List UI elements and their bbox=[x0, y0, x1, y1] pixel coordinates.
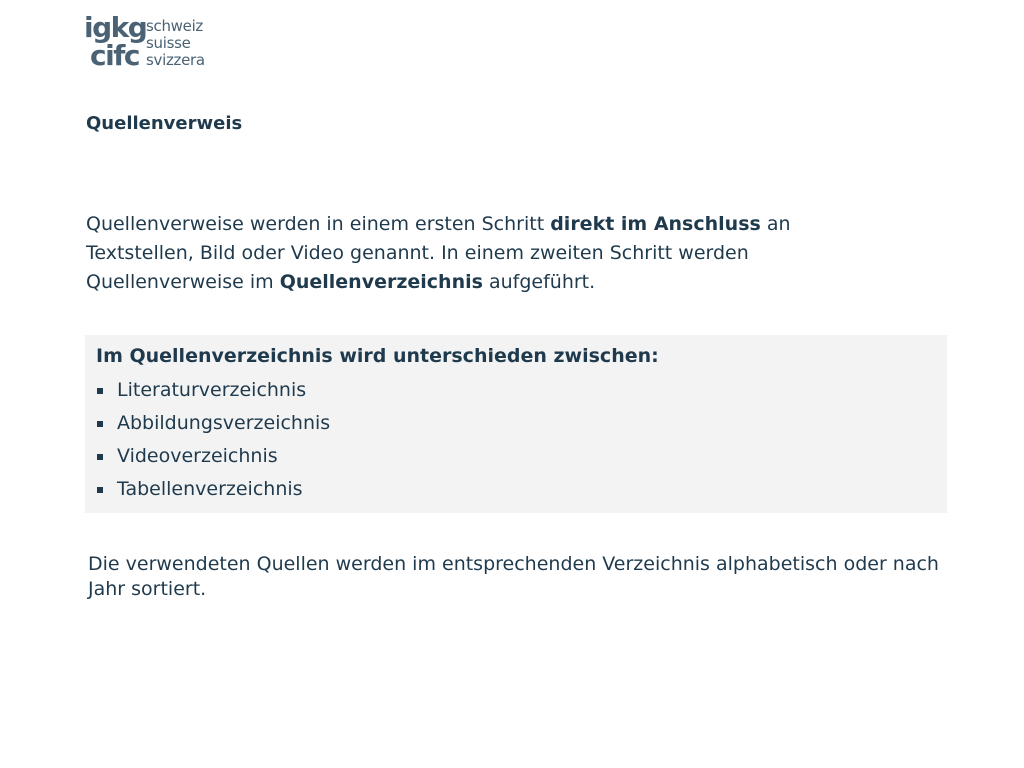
list-item bbox=[96, 409, 330, 442]
intro-text-2: an Textstellen, Bild oder Video genannt. In einem zweiten Schritt werden Quellenverweise im bbox=[86, 213, 791, 293]
outro-paragraph: Die verwendeten Quellen werden im entsprechenden Verzeichnis alphabetisch oder nach Jahr sortiert. bbox=[88, 553, 939, 600]
intro-paragraph bbox=[86, 210, 886, 297]
info-box-heading: Im Quellenverzeichnis wird unterschieden zwischen: bbox=[96, 345, 659, 367]
logo-language-fr: suisse bbox=[146, 34, 191, 52]
logo-mark-top: igkg bbox=[84, 11, 147, 44]
logo-languages bbox=[146, 18, 205, 69]
list-item-label: Literaturverzeichnis bbox=[117, 379, 307, 401]
list-item bbox=[96, 442, 330, 475]
square-bullet-icon bbox=[97, 421, 103, 427]
directory-list bbox=[96, 376, 330, 508]
list-item bbox=[96, 376, 330, 409]
logo-language-de: schweiz bbox=[146, 17, 204, 35]
list-item-label: Videoverzeichnis bbox=[117, 445, 278, 467]
intro-text-1: Quellenverweise werden in einem ersten Schritt bbox=[86, 213, 551, 235]
logo-mark-bottom: cifc bbox=[90, 39, 139, 72]
intro-bold-2: Quellenverzeichnis bbox=[279, 271, 483, 293]
list-item bbox=[96, 475, 330, 508]
logo bbox=[84, 11, 224, 74]
list-item-label: Abbildungsverzeichnis bbox=[117, 412, 331, 434]
square-bullet-icon bbox=[97, 388, 103, 394]
list-item-label: Tabellenverzeichnis bbox=[117, 478, 303, 500]
page-title: Quellenverweis bbox=[86, 113, 243, 134]
info-box bbox=[85, 335, 947, 513]
logo-language-it: svizzera bbox=[146, 51, 205, 69]
intro-text-3: aufgeführt. bbox=[482, 271, 596, 293]
square-bullet-icon bbox=[97, 487, 103, 493]
square-bullet-icon bbox=[97, 454, 103, 460]
intro-bold-1: direkt im Anschluss bbox=[550, 213, 761, 235]
